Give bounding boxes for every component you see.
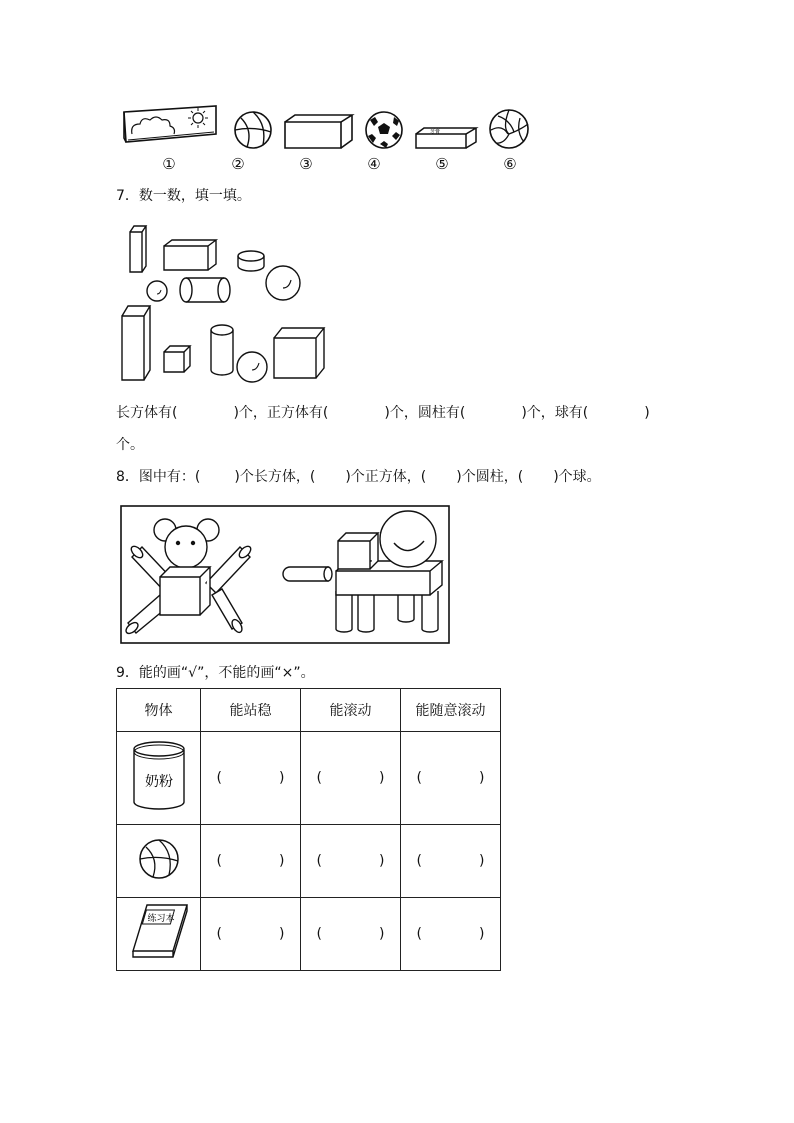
figure-label-3: ③ xyxy=(299,155,313,173)
q7-cube-close: )个， xyxy=(384,405,418,421)
answer-cell[interactable] xyxy=(301,898,401,971)
figure-label-6: ⑥ xyxy=(503,155,517,173)
object-cell-ball xyxy=(117,825,201,898)
paren-close: ) xyxy=(279,853,285,869)
q8-part-1: )个长方体，( xyxy=(234,469,316,485)
milk-powder-can-icon xyxy=(131,740,187,812)
answer-cell[interactable] xyxy=(201,732,301,825)
q7-cylinder-close: )个， xyxy=(521,405,555,421)
paren-open: ( xyxy=(316,926,322,942)
q7-sphere-label: 球有( xyxy=(554,405,589,421)
figure-label-5: ⑤ xyxy=(435,155,449,173)
q7-cube-label: 正方体有( xyxy=(266,405,329,421)
notebook-label: 练习本 xyxy=(146,914,175,924)
answer-cell[interactable] xyxy=(401,732,501,825)
table-row xyxy=(117,732,501,825)
paren-close: ) xyxy=(379,853,385,869)
paren-open: ( xyxy=(416,770,422,786)
q7-line1 xyxy=(116,404,650,422)
paren-open: ( xyxy=(216,853,222,869)
paren-close: ) xyxy=(479,853,485,869)
header-roll: 能滚动 xyxy=(301,689,401,732)
paren-open: ( xyxy=(316,770,322,786)
q9-table xyxy=(116,688,501,971)
paren-open: ( xyxy=(416,926,422,942)
q7-cuboid-close: )个， xyxy=(233,405,267,421)
object-cell-can xyxy=(117,732,201,825)
header-roll-freely: 能随意滚动 xyxy=(401,689,501,732)
answer-cell[interactable] xyxy=(401,825,501,898)
can-label: 奶粉 xyxy=(144,774,173,790)
q9-title: 9．能的画“√”，不能的画“×”。 xyxy=(116,665,315,681)
figure-label-1: ① xyxy=(162,155,176,173)
toothpaste-label: 牙膏 xyxy=(430,129,441,135)
answer-cell[interactable] xyxy=(301,732,401,825)
answer-cell[interactable] xyxy=(201,825,301,898)
paren-open: ( xyxy=(416,853,422,869)
object-cell-book xyxy=(117,898,201,971)
q7-title: 7．数一数，填一填。 xyxy=(116,188,251,204)
q7-shapes-figure xyxy=(116,220,336,390)
figure-label-2: ② xyxy=(231,155,245,173)
q7-cuboid-label: 长方体有( xyxy=(116,405,178,421)
cuboid-box-icon xyxy=(283,114,355,150)
answer-cell[interactable] xyxy=(301,825,401,898)
q8-figure xyxy=(120,505,450,645)
soccer-ball-icon xyxy=(364,110,404,150)
paren-open: ( xyxy=(316,853,322,869)
paren-close: ) xyxy=(379,926,385,942)
table-header-row xyxy=(117,689,501,732)
paren-close: ) xyxy=(379,770,385,786)
table-row xyxy=(117,898,501,971)
table-row xyxy=(117,825,501,898)
q8-part-3: )个圆柱，( xyxy=(456,469,524,485)
q7-sphere-close: ) xyxy=(644,405,650,421)
header-object: 物体 xyxy=(117,689,201,732)
paren-close: ) xyxy=(279,926,285,942)
notebook-icon xyxy=(127,901,191,963)
paren-close: ) xyxy=(479,926,485,942)
answer-cell[interactable] xyxy=(201,898,301,971)
volleyball-icon xyxy=(488,108,530,150)
answer-cell[interactable] xyxy=(401,898,501,971)
paren-close: ) xyxy=(279,770,285,786)
paren-open: ( xyxy=(216,770,222,786)
header-stand: 能站稳 xyxy=(201,689,301,732)
striped-ball-icon xyxy=(233,110,273,150)
pencil-case-icon xyxy=(118,104,218,144)
paren-close: ) xyxy=(479,770,485,786)
paren-open: ( xyxy=(216,926,222,942)
q8-part-4: )个球。 xyxy=(553,469,601,485)
ball-icon xyxy=(138,838,180,880)
q7-cylinder-label: 圆柱有( xyxy=(417,405,466,421)
q7-line2: 个。 xyxy=(116,437,144,453)
q8-line xyxy=(116,468,601,486)
q8-part-2: )个正方体，( xyxy=(345,469,427,485)
q8-prefix: 8．图中有：( xyxy=(116,469,201,485)
toothpaste-box-icon xyxy=(414,126,478,152)
figure-label-4: ④ xyxy=(367,155,381,173)
